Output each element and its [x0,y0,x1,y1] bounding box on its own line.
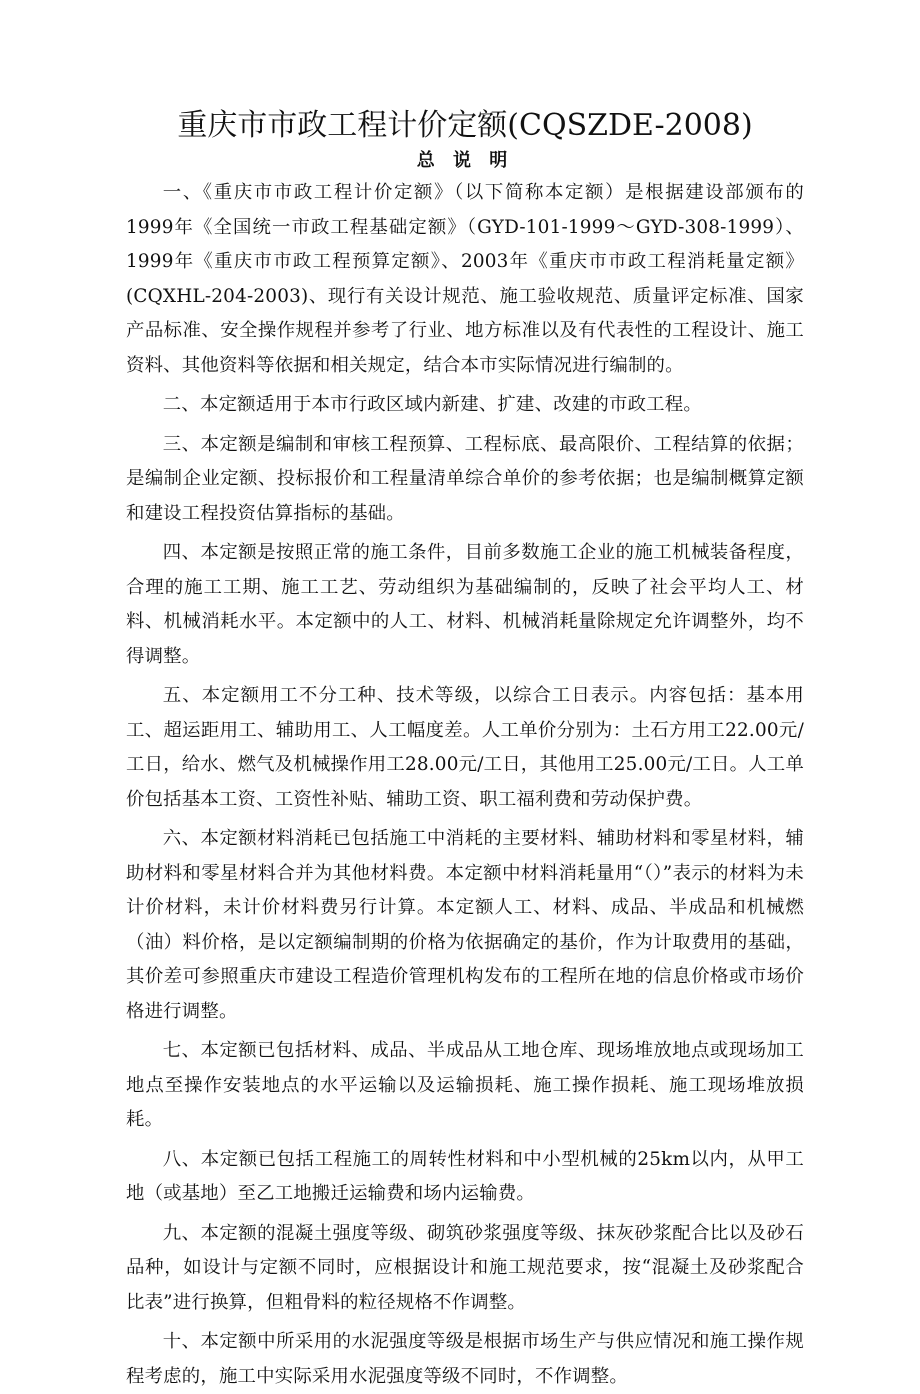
paragraph-2: 二、本定额适用于本市行政区域内新建、扩建、改建的市政工程。 [162,394,702,415]
paragraph-9: 九、本定额的混凝土强度等级、砌筑砂浆强度等级、抹灰砂浆配合比以及砂石品种，如设计与定额不同时，应根据设计和施工规范要求，按“混凝土及砂浆配合比表”进行换算，但粗骨料的粒径规格不作调整。 [126,1222,804,1313]
section-heading: 总 说 明 [416,150,514,171]
paragraph-8: 八、本定额已包括工程施工的周转性材料和中小型机械的25km以内，从甲工地（或基地）至乙工地搬迁运输费和场内运输费。 [126,1148,804,1204]
paragraph-6: 六、本定额材料消耗已包括施工中消耗的主要材料、辅助材料和零星材料，辅助材料和零星材料合并为其他材料费。本定额中材料消耗量用“（）”表示的材料为未计价材料，未计价材料费另行计算。本定额人工、材料、成品、半成品和机械燃（油）料价格，是以定额编制期的价格为依据确定的基价，作为计取费用的基础，其价差可参照重庆市建设工程造价管理机构发布的工程所在地的信息价格或市场价格进行调整。 [126,828,804,1022]
document-title: 重庆市市政工程计价定额(CQSZDE-2008) [177,108,753,143]
paragraph-5: 五、本定额用工不分工种、技术等级，以综合工日表示。内容包括：基本用工、超运距用工、辅助用工、人工幅度差。人工单价分别为：土石方用工22.00元/工日，给水、燃气及机械操作用工28.00元/工日，其他用工25.00元/工日。人工单价包括基本工资、工资性补贴、辅助工资、职工福利费和劳动保护费。 [126,685,804,810]
paragraph-1: 一、《重庆市市政工程计价定额》（以下简称本定额）是根据建设部颁布的1999年《全国统一市政工程基础定额》（GYD-101-1999～GYD-308-1999）、1999年《重庆市市政工程预算定额》、2003年《重庆市市政工程消耗量定额》(CQXHL-204-2003)、现行有关设计规范、施工验收规范、质量评定标准、国家产品标准、安全操作规程并参考了行业、地方标准以及有代表性的工程设计、施工资料、其他资料等依据和相关规定，结合本市实际情况进行编制的。 [126,182,804,376]
paragraph-10: 十、本定额中所采用的水泥强度等级是根据市场生产与供应情况和施工操作规程考虑的，施工中实际采用水泥强度等级不同时，不作调整。 [126,1331,804,1387]
paragraph-4: 四、本定额是按照正常的施工条件，目前多数施工企业的施工机械装备程度，合理的施工工期、施工工艺、劳动组织为基础编制的，反映了社会平均人工、材料、机械消耗水平。本定额中的人工、材料、机械消耗量除规定允许调整外，均不得调整。 [126,542,804,667]
document-body [126,176,804,1394]
paragraph-7: 七、本定额已包括材料、成品、半成品从工地仓库、现场堆放地点或现场加工地点至操作安装地点的水平运输以及运输损耗、施工操作损耗、施工现场堆放损耗。 [126,1040,804,1130]
paragraph-3: 三、本定额是编制和审核工程预算、工程标底、最高限价、工程结算的依据；是编制企业定额、投标报价和工程量清单综合单价的参考依据；也是编制概算定额和建设工程投资估算指标的基础。 [126,433,804,524]
